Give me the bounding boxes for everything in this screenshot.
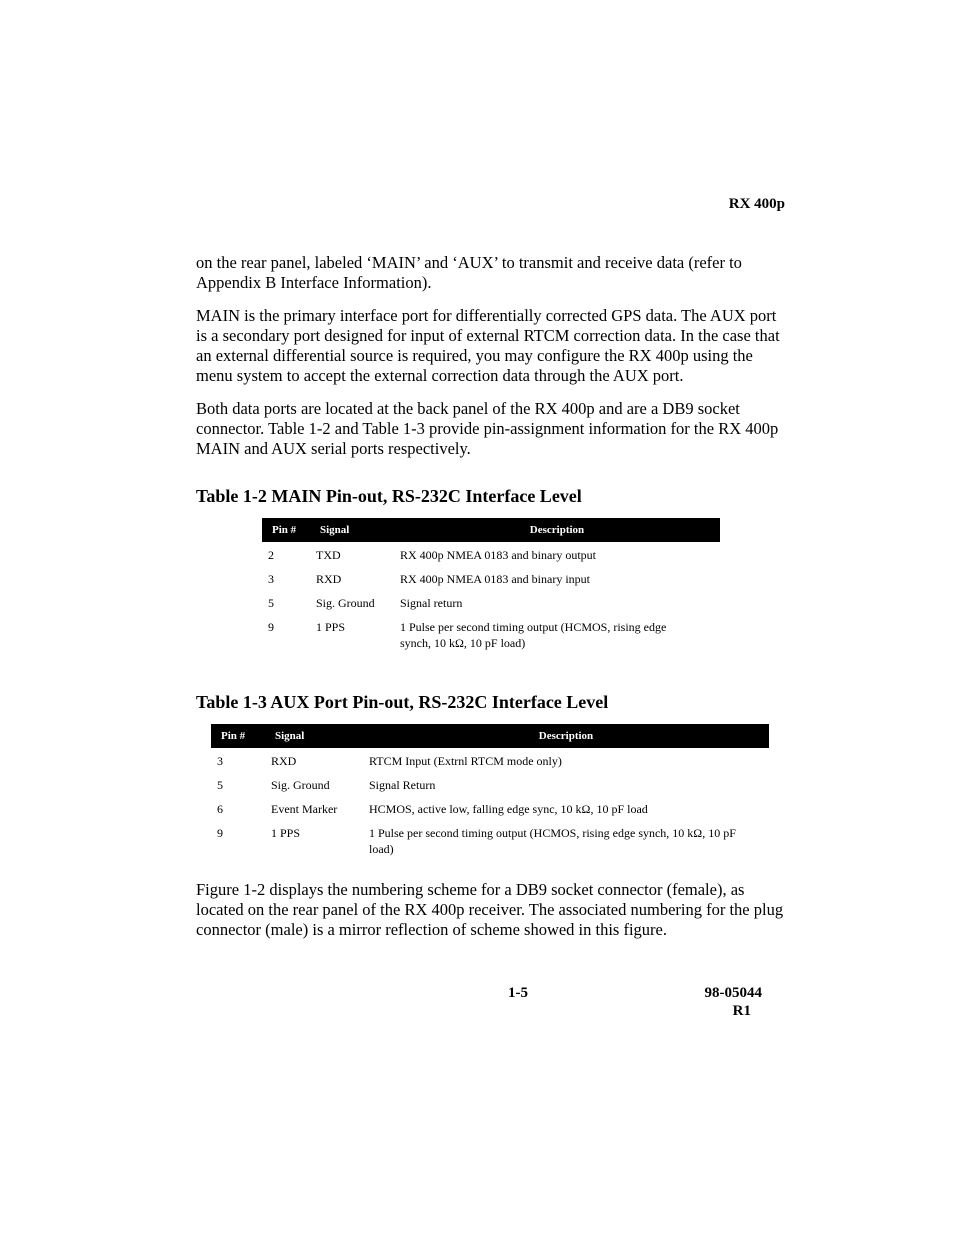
table-row (211, 820, 769, 860)
figure-reference-paragraph: Figure 1-2 displays the numbering scheme for a DB9 socket connector (female), as located on the rear panel of the RX 400p receiver. The associated numbering for the plug connector (male) is a mirror reflection of scheme showed in this figure. (196, 880, 784, 939)
signal-cell: 1 PPS (271, 826, 301, 840)
pin-cell: 5 (217, 778, 223, 792)
pin-cell: 3 (268, 572, 274, 586)
table-row (211, 772, 769, 796)
pin-cell: 3 (217, 754, 223, 768)
description-cell: RTCM Input (Extrnl RTCM mode only) (369, 754, 562, 768)
main-pinout-table (262, 518, 720, 654)
table-1-2-title: Table 1-2 MAIN Pin-out, RS-232C Interface Level (196, 486, 582, 506)
description-cell: 1 Pulse per second timing output (HCMOS, rising edge synch, 10 kΩ, 10 pF load) (400, 620, 667, 650)
header-signal: Signal (265, 724, 363, 748)
signal-cell: RXD (316, 572, 342, 586)
table-row (211, 796, 769, 820)
header-signal: Signal (310, 518, 394, 542)
table-row (262, 590, 720, 614)
header-description: Description (394, 518, 720, 542)
aux-pinout-table (211, 724, 769, 860)
table-row (262, 566, 720, 590)
header-pin: Pin # (262, 518, 310, 542)
signal-cell: Event Marker (271, 802, 338, 816)
table-row (262, 542, 720, 566)
signal-cell: Sig. Ground (271, 778, 330, 792)
signal-cell: TXD (316, 548, 341, 562)
page-number: 1-5 (508, 985, 528, 1001)
description-cell: Signal Return (369, 778, 436, 792)
table-row (211, 748, 769, 772)
table-header-row (262, 518, 720, 542)
pin-cell: 6 (217, 802, 223, 816)
description-cell: HCMOS, active low, falling edge sync, 10 kΩ, 10 pF load (369, 802, 648, 816)
signal-cell: 1 PPS (316, 620, 346, 634)
table-row (262, 614, 720, 654)
table-header-row (211, 724, 769, 748)
description-cell: Signal return (400, 596, 463, 610)
header-pin: Pin # (211, 724, 265, 748)
intro-paragraph: on the rear panel, labeled ‘MAIN’ and ‘AUX’ to transmit and receive data (refer to Appendix B Interface Information). (196, 253, 742, 292)
pin-cell: 5 (268, 596, 274, 610)
document-number: 98-05044 (704, 985, 762, 1001)
header-description: Description (363, 724, 769, 748)
signal-cell: RXD (271, 754, 297, 768)
signal-cell: Sig. Ground (316, 596, 375, 610)
pin-cell: 9 (217, 826, 223, 840)
pin-cell: 9 (268, 620, 274, 634)
running-header: RX 400p (728, 196, 785, 212)
description-cell: 1 Pulse per second timing output (HCMOS, rising edge synch, 10 kΩ, 10 pF load) (369, 826, 736, 856)
pin-cell: 2 (268, 548, 274, 562)
main-port-paragraph: MAIN is the primary interface port for differentially corrected GPS data. The AUX port is a secondary port designed for input of external RTCM correction data. In the case that an external differential source is required, you may configure the RX 400p using the menu system to accept the external correction data through the AUX port. (196, 306, 780, 385)
description-cell: RX 400p NMEA 0183 and binary output (400, 548, 596, 562)
description-cell: RX 400p NMEA 0183 and binary input (400, 572, 590, 586)
table-1-3-title: Table 1-3 AUX Port Pin-out, RS-232C Interface Level (196, 692, 609, 712)
revision-label: R1 (732, 1003, 751, 1019)
data-ports-paragraph: Both data ports are located at the back panel of the RX 400p and are a DB9 socket connector. Table 1-2 and Table 1-3 provide pin-assignment information for the RX 400p MAIN and AUX serial ports respectively. (196, 399, 779, 458)
